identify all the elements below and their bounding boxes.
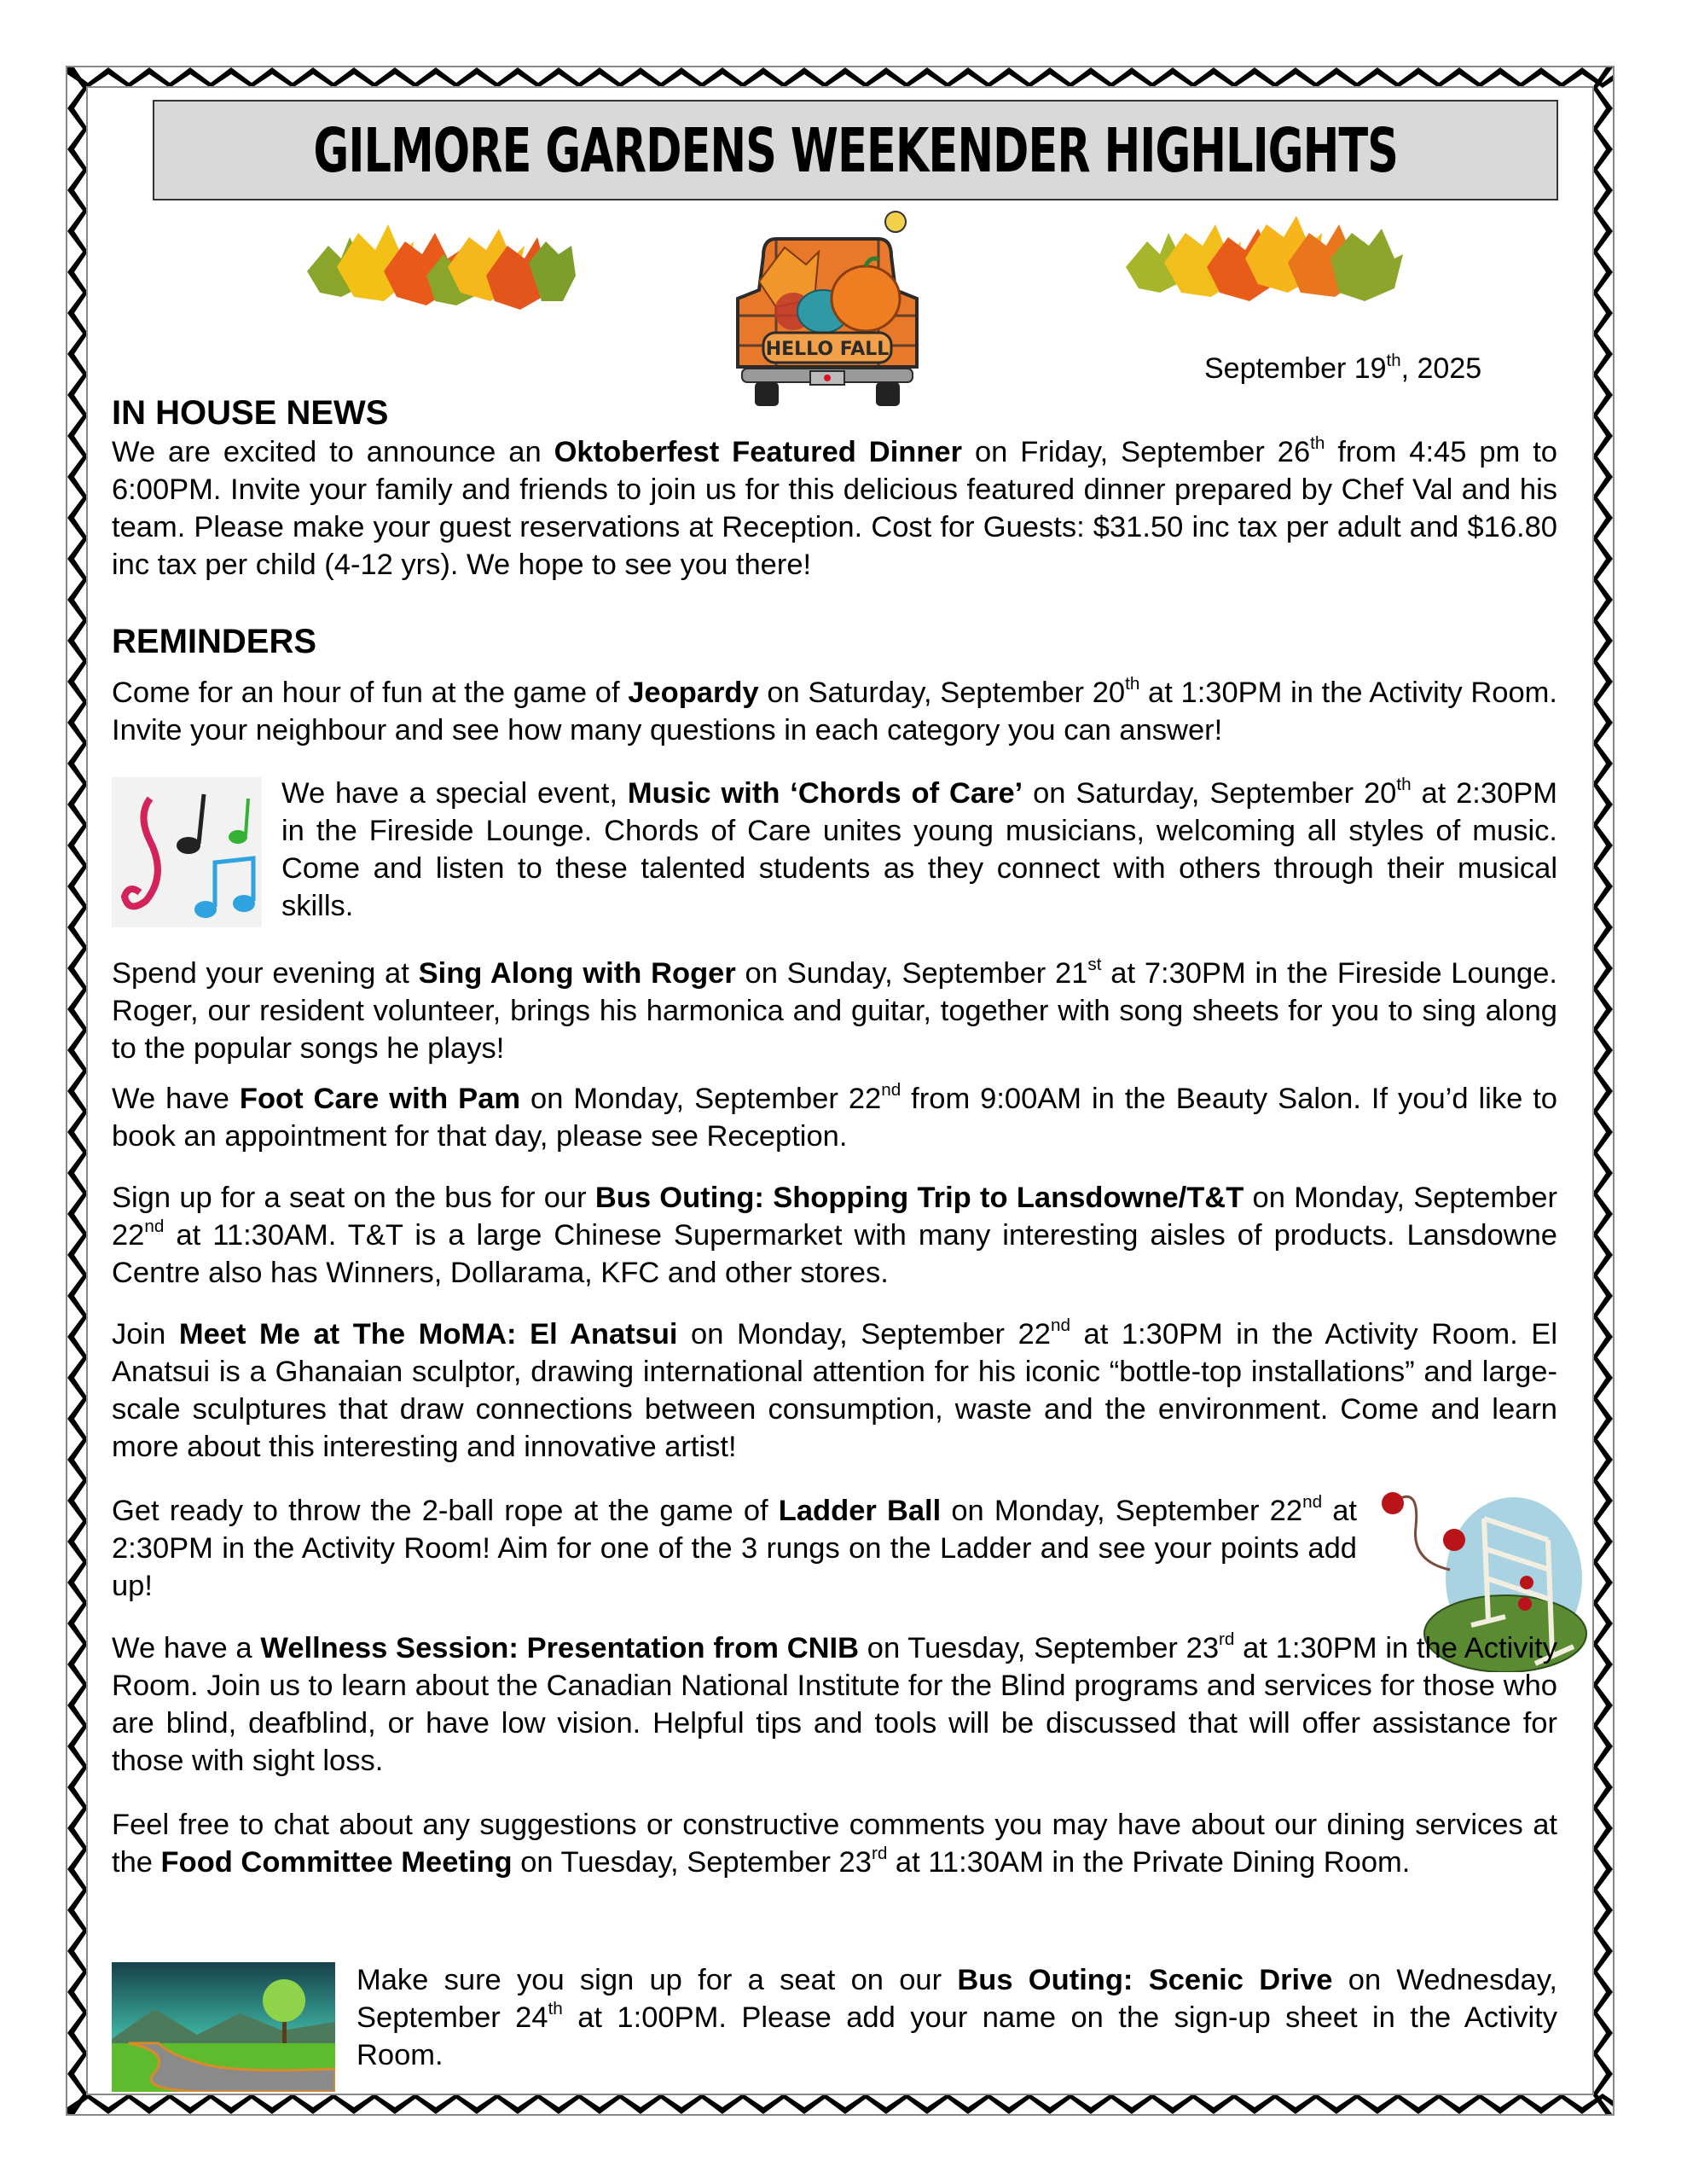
section-heading-reminders: REMINDERS [112, 623, 317, 660]
reminder-item-moma: Join Meet Me at The MoMA: El Anatsui on Monday, September 22nd at 1:30PM in the Activity Room. El Anatsui is a Ghanaian sculptor, drawing international attention for his iconic “bottle-top installations” and large-scale sculptures that draw connections between consumption, waste and the environment. Come and learn more about this interesting and innovative artist! [112, 1316, 1557, 1463]
reminder-item-shopping-trip: Sign up for a seat on the bus for our Bus Outing: Shopping Trip to Lansdowne/T&T on Monday, September 22nd at 11:30AM. T&T is a large Chinese Supermarket with many interesting aisles of products. Lansdowne Centre also has Winners, Dollarama, KFC and other stores. [112, 1182, 1557, 1289]
zigzag-border-bottom [67, 2094, 1613, 2114]
in-house-news-paragraph: We are excited to announce an Oktoberfest Featured Dinner on Friday, September 26th from 4:45 pm to 6:00PM. Invite your family and friends to join us for this delicious featured dinner prepared by Chef Val and his team. Please make your guest reservations at Reception. Cost for Guests: $31.50 inc tax per adult and $16.80 inc tax per child (4-12 yrs). We hope to see you there! [112, 433, 1557, 581]
music-notes-image [112, 777, 262, 927]
reminder-item-ladder-ball: Get ready to throw the 2-ball rope at the game of Ladder Ball on Monday, September 22nd at 2:30PM in the Activity Room! Aim for one of the 3 rungs on the Ladder and see your points add up! [112, 1492, 1357, 1602]
leaf-icon [307, 224, 576, 310]
truck-sign-text: HELLO FALL [765, 339, 890, 360]
zigzag-border-right [1592, 67, 1613, 2114]
reminder-item-foot-care: We have Foot Care with Pam on Monday, September 22nd from 9:00AM in the Beauty Salon. If you’d like to book an appointment for that day, please see Reception. [112, 1080, 1557, 1153]
reminder-item-music-chords-of-care: We have a special event, Music with ‘Chords of Care’ on Saturday, September 20th at 2:30PM in the Fireside Lounge. Chords of Care unites young musicians, welcoming all styles of music. Come and listen to these talented students as they connect with others through their musical skills. [281, 775, 1557, 922]
hello-fall-truck-image [725, 205, 930, 414]
autumn-leaves-right-image [1117, 212, 1407, 318]
zigzag-border-left [67, 67, 88, 2114]
newsletter-date: September 19th, 2025 [1204, 351, 1482, 385]
leaf-icon [1126, 216, 1403, 301]
scenic-drive-image [112, 1962, 335, 2092]
reminder-item-jeopardy: Come for an hour of fun at the game of Jeopardy on Saturday, September 20th at 1:30PM in the Activity Room. Invite your neighbour and see how many questions in each category you can answer! [112, 674, 1557, 746]
reminders-section [112, 621, 1557, 662]
reminder-item-wellness-cnib: We have a Wellness Session: Presentation from CNIB on Tuesday, September 23rd at 1:30PM in the Activity Room. Join us to learn about the Canadian National Institute for the Blind programs and services for those who are blind, deafblind, or have low vision. Helpful tips and tools will be discussed that will offer assistance for those with sight loss. [112, 1629, 1557, 1777]
zigzag-border-top [67, 67, 1613, 88]
reminder-item-sing-along: Spend your evening at Sing Along with Roger on Sunday, September 21st at 7:30PM in the Fireside Lounge. Roger, our resident volunteer, brings his harmonica and guitar, together with song sheets for you to sing along to the popular songs he plays! [112, 955, 1558, 1065]
reminder-item-food-committee: Feel free to chat about any suggestions or constructive comments you may have about our dining services at the Food Committee Meeting on Tuesday, September 23rd at 11:30AM in the Private Dining Room. [112, 1809, 1557, 1879]
section-heading-in-house-news: IN HOUSE NEWS [112, 394, 389, 432]
newsletter-title: GILMORE GARDENS WEEKENDER HIGHLIGHTS [313, 114, 1398, 186]
title-banner [153, 100, 1558, 200]
autumn-leaves-left-image [290, 220, 580, 322]
in-house-news-section [112, 392, 1557, 584]
reminder-item-scenic-drive: Make sure you sign up for a seat on our Bus Outing: Scenic Drive on Wednesday, September 24th at 1:00PM. Please add your name on the sign-up sheet in the Activity Room. [357, 1964, 1557, 2071]
